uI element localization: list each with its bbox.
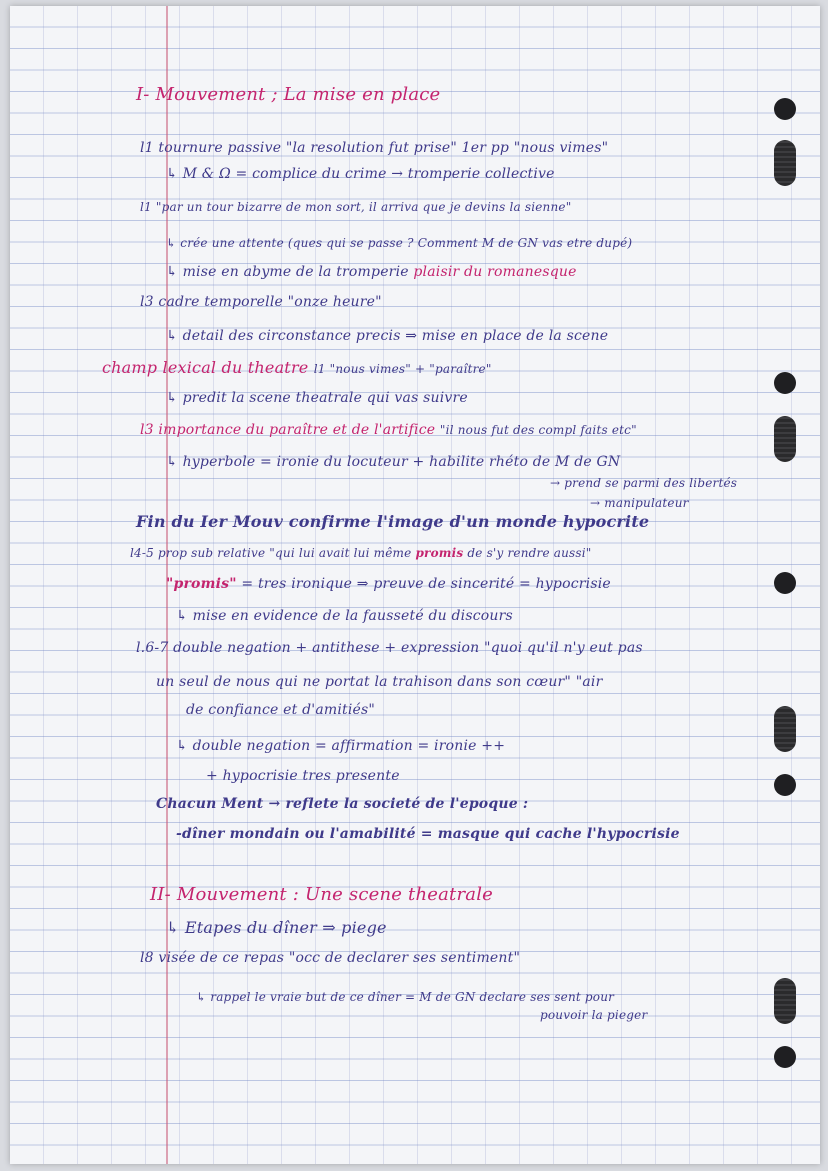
section-title-1: I- Mouvement ; La mise en place bbox=[136, 84, 441, 105]
note-line: ↳ crée une attente (ques qui se passe ? Comment M de GN vas etre dupé) bbox=[166, 236, 633, 250]
note-line: l1 tournure passive "la resolution fut prise" 1er pp "nous vimes" bbox=[140, 140, 609, 156]
note-text: ↳ mise en abyme de la tromperie bbox=[166, 264, 409, 280]
note-highlight: champ lexical du theatre bbox=[102, 358, 309, 377]
note-text: l4-5 prop sub relative "qui lui avait lui même bbox=[130, 546, 412, 560]
note-line: l3 cadre temporelle "onze heure" bbox=[140, 294, 382, 310]
note-highlight: promis bbox=[415, 546, 464, 560]
note-conclusion: Chacun Ment → reflete la societé de l'epoque : bbox=[156, 796, 529, 812]
note-highlight: l3 importance du paraître et de l'artifice bbox=[140, 422, 436, 438]
binder-hole bbox=[774, 1046, 796, 1068]
note-line bbox=[166, 576, 611, 592]
binder-hole bbox=[774, 372, 796, 394]
binder-slot bbox=[774, 416, 796, 462]
note-text: "il nous fut des compl faits etc" bbox=[439, 423, 637, 437]
note-line bbox=[130, 546, 592, 560]
binder-hole bbox=[774, 98, 796, 120]
note-line: ↳ Etapes du dîner ⇒ piege bbox=[166, 918, 387, 937]
note-line: ↳ predit la scene theatrale qui vas suivre bbox=[166, 390, 468, 406]
binder-slot bbox=[774, 978, 796, 1024]
note-line bbox=[166, 264, 577, 280]
note-line: ↳ rappel le vraie but de ce dîner = M de GN declare ses sent pour bbox=[196, 990, 615, 1004]
note-highlight: "promis" bbox=[166, 576, 237, 592]
note-line bbox=[140, 422, 637, 438]
note-line bbox=[102, 358, 492, 377]
note-line: ↳ double negation = affirmation = ironie ++ bbox=[176, 738, 506, 754]
note-line: ↳ M & Ω = complice du crime → tromperie collective bbox=[166, 166, 555, 182]
note-line: ↳ hyperbole = ironie du locuteur + habilite rhéto de M de GN bbox=[166, 454, 621, 470]
note-highlight: plaisir du romanesque bbox=[413, 264, 577, 280]
note-line: l.6-7 double negation + antithese + expression "quoi qu'il n'y eut pas bbox=[136, 640, 643, 656]
section-subtitle: Fin du Ier Mouv confirme l'image d'un monde hypocrite bbox=[136, 512, 650, 531]
note-line: → prend se parmi des libertés bbox=[550, 476, 738, 490]
note-line: de confiance et d'amitiés" bbox=[186, 702, 376, 718]
note-line: ↳ mise en evidence de la fausseté du discours bbox=[176, 608, 513, 624]
binder-hole bbox=[774, 572, 796, 594]
note-line: ↳ detail des circonstance precis ⇒ mise en place de la scene bbox=[166, 328, 609, 344]
notebook-page bbox=[10, 6, 820, 1164]
note-line: pouvoir la pieger bbox=[540, 1008, 648, 1022]
note-text: de s'y rendre aussi" bbox=[467, 546, 592, 560]
note-line: l8 visée de ce repas "occ de declarer ses sentiment" bbox=[140, 950, 521, 966]
note-text: = tres ironique ⇒ preuve de sincerité = hypocrisie bbox=[241, 576, 611, 592]
note-line: un seul de nous qui ne portat la trahison dans son cœur" "air bbox=[156, 674, 603, 690]
note-conclusion: -dîner mondain ou l'amabilité = masque qui cache l'hypocrisie bbox=[176, 826, 680, 842]
section-title-2: II- Mouvement : Une scene theatrale bbox=[150, 884, 494, 905]
note-line: l1 "par un tour bizarre de mon sort, il arriva que je devins la sienne" bbox=[140, 200, 572, 214]
binder-slot bbox=[774, 706, 796, 752]
binder-hole bbox=[774, 774, 796, 796]
binder-slot bbox=[774, 140, 796, 186]
note-line: → manipulateur bbox=[590, 496, 689, 510]
note-line: + hypocrisie tres presente bbox=[206, 768, 400, 784]
note-text: l1 "nous vimes" + "paraître" bbox=[313, 362, 492, 376]
